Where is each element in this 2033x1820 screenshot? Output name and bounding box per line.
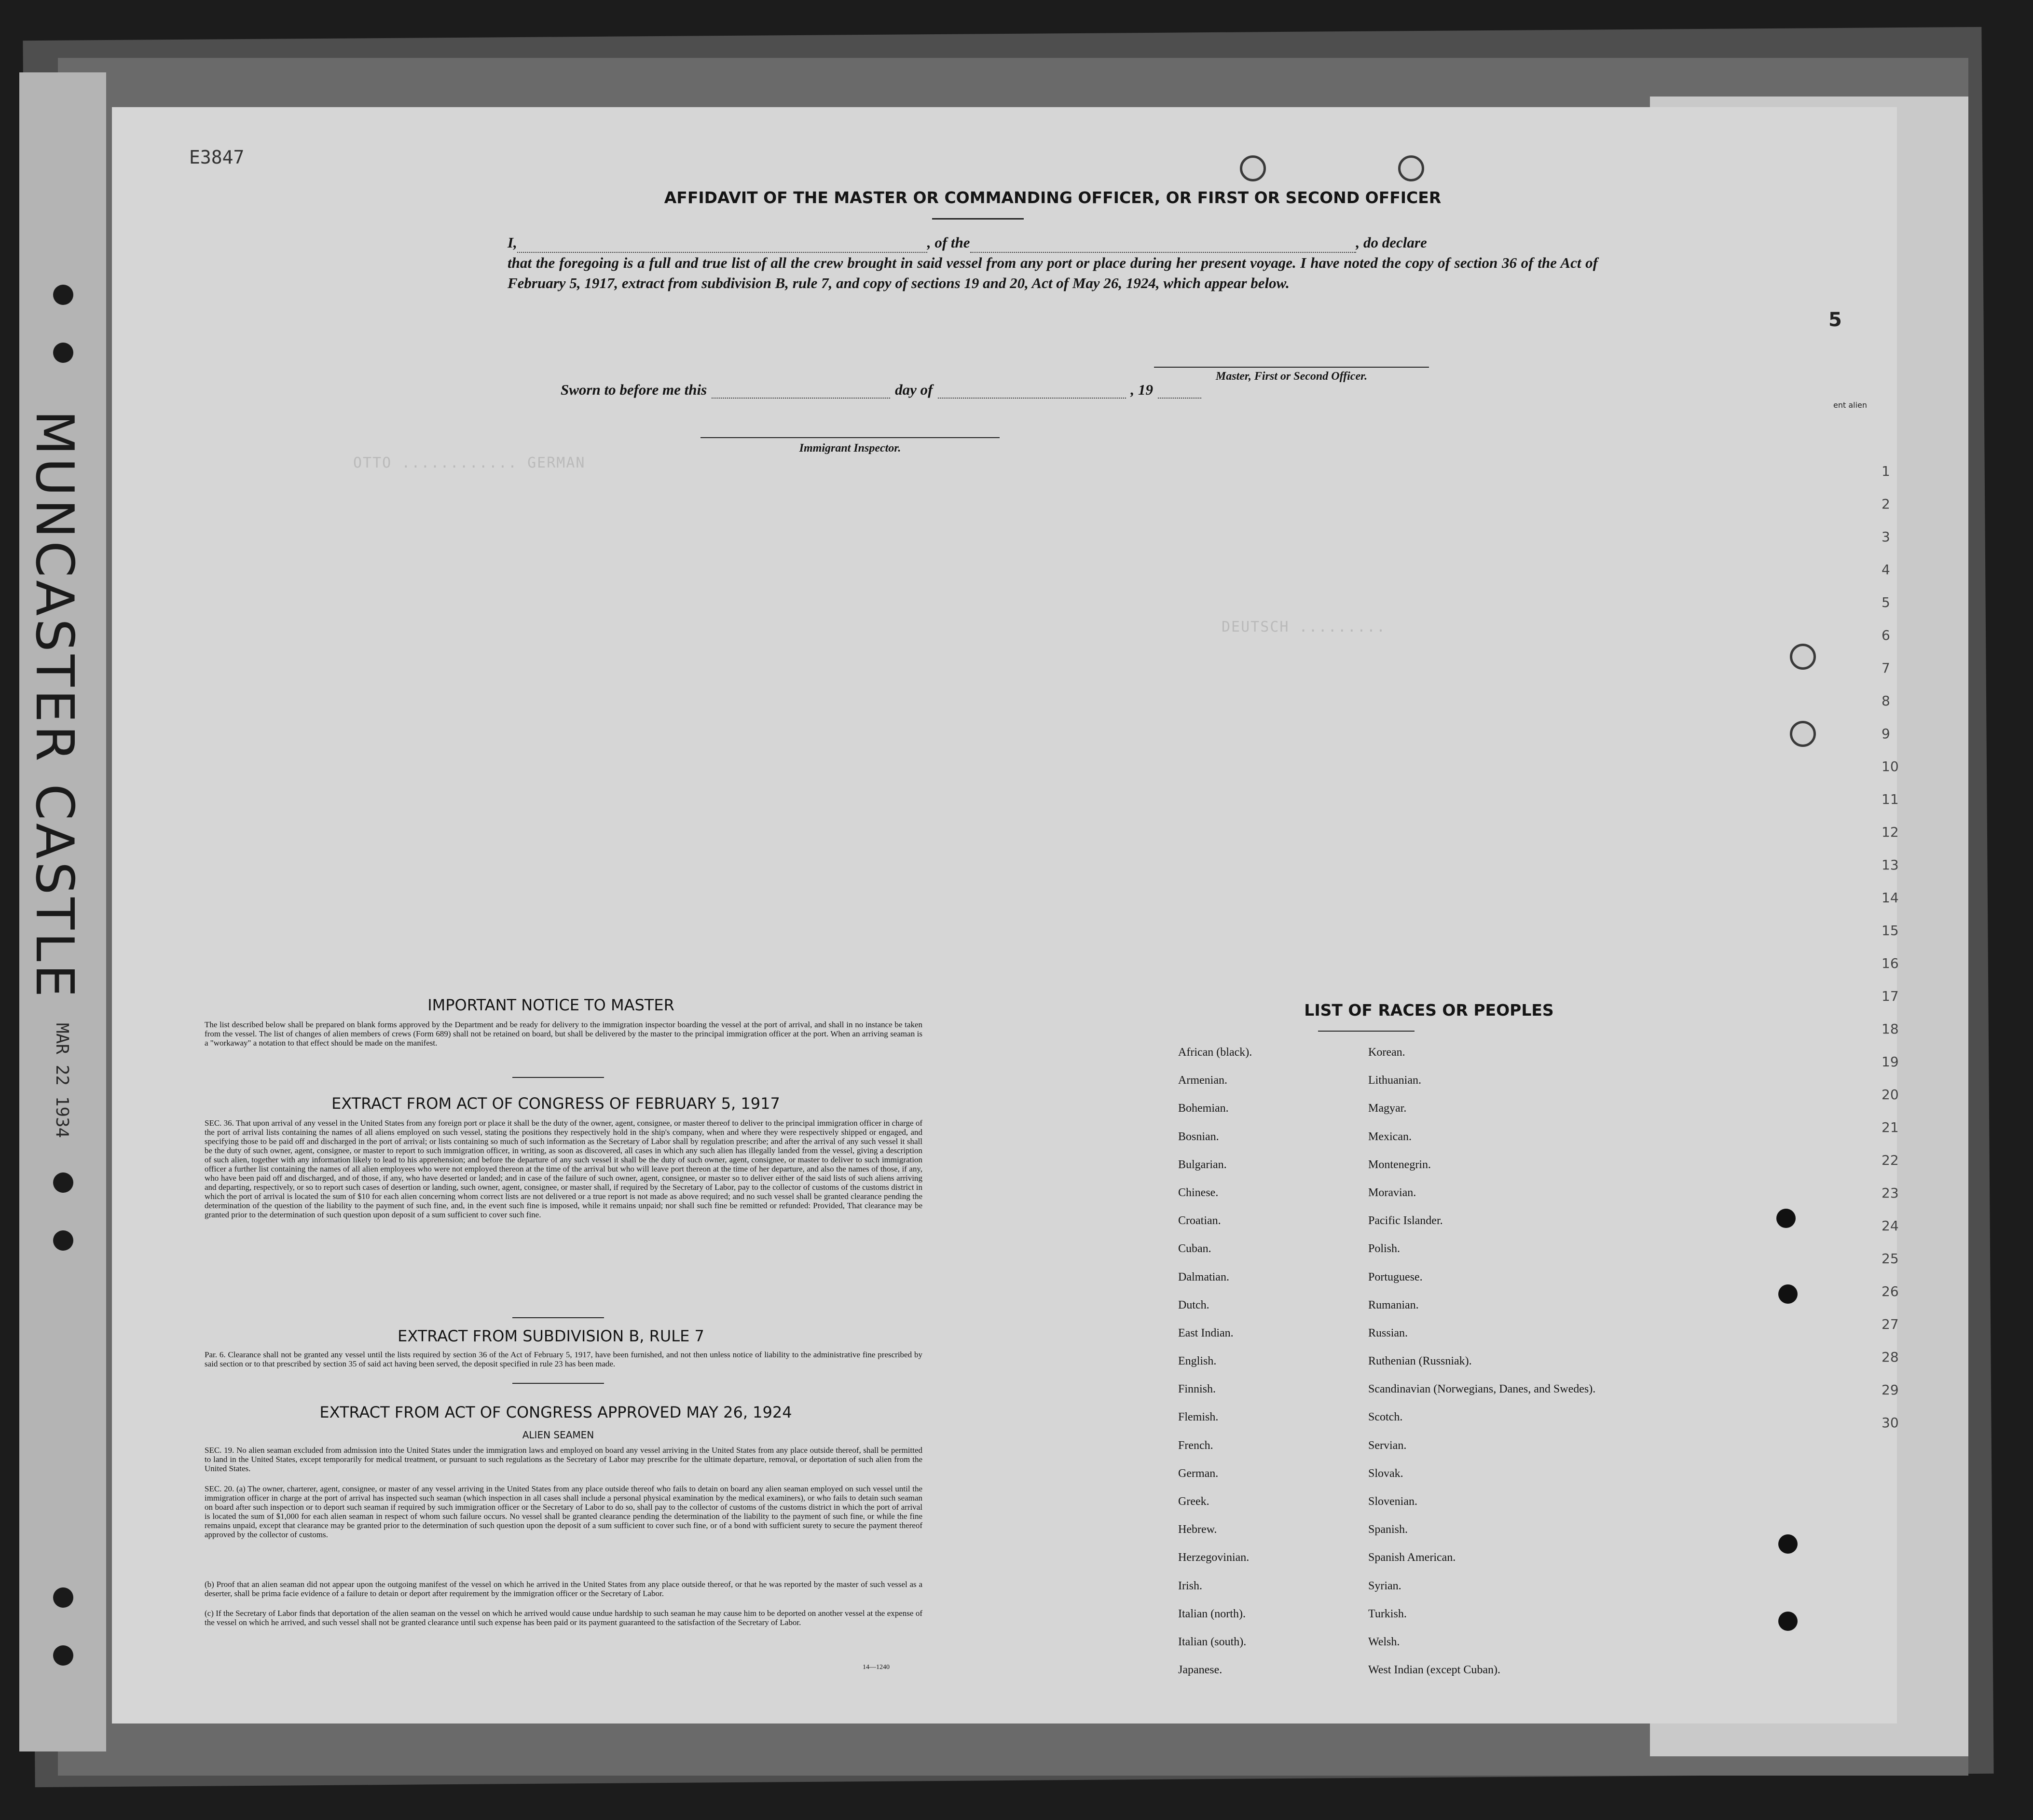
race-item: Dalmatian.: [1178, 1270, 1229, 1283]
row-number: 2: [1882, 496, 1890, 512]
punch-hole: [1778, 1284, 1798, 1304]
sworn-prefix: Sworn to before me this: [561, 381, 707, 398]
punch-hole: [53, 1587, 73, 1608]
act-1924-title: EXTRACT FROM ACT OF CONGRESS APPROVED MAY 26, 1924: [319, 1403, 792, 1421]
race-item: Spanish.: [1368, 1523, 1408, 1536]
race-item: Rumanian.: [1368, 1298, 1419, 1311]
row-number: 7: [1882, 660, 1890, 676]
race-item: Servian.: [1368, 1439, 1407, 1452]
race-item: Cuban.: [1178, 1242, 1211, 1255]
act-1917-body: SEC. 36. That upon arrival of any vessel in the United States from any foreign port or place it shall be the duty of the owner, agent, consignee, or master thereof to deliver to the principal immigration officer in charge of the port of arrival lists containing the names of all aliens employed on such vessel, stating the positions they respectively hold in the ship's company, when and where they were respectively shipped or engaged, and specifying those to be paid off and discharged in the port of arrival; or lists containing so much of such information as the Secretary of Labor shall by regulation prescribe; and after the arrival of any such vessel it shall be the duty of such owner, agent, consignee, or master to report to such immigration officer, in writing, as soon as discovered, all cases in which any such alien has illegally landed from the vessel, giving a description of such alien, together with any information likely to lead to his apprehension; and before the departure of any such vessel it shall be the duty of such owner, agent, consignee, or master to deliver to such immigration officer a further list containing the names of all alien employees who were not employed thereon at the time of the arrival but who will leave port thereon at the time of her departure, and also the names of those, if any, who have been paid off and discharged, and of those, if any, who have deserted or landed; and in case of the failure of such owner, agent, consignee, or master so to deliver either of the said lists of such aliens arriving and departing, respectively, or so to report such cases of desertion or landing, such owner, agent, consignee, or master shall, if required by the Secretary of Labor, pay to the collector of customs of the customs district in which the port of arrival is located the sum of $10 for each alien concerning whom correct lists are not delivered or a true report is not made as above required; and no such vessel shall be granted clearance pending the determination of the question of the liability to the payment of such fine, and, in the event such fine is imposed, while it remains unpaid; nor shall such fine be remitted or refunded: Provided, That clearance may be granted prior to the determination of such question upon deposit of a sum sufficient to cover such fine.: [205, 1118, 922, 1219]
rule7-title: EXTRACT FROM SUBDIVISION B, RULE 7: [398, 1327, 704, 1345]
form-number: 14—1240: [863, 1664, 890, 1671]
race-item: Syrian.: [1368, 1579, 1401, 1592]
race-item: Armenian.: [1178, 1074, 1227, 1087]
row-number: 12: [1882, 824, 1899, 840]
race-item: Flemish.: [1178, 1411, 1219, 1424]
divider: [1318, 1031, 1415, 1032]
race-item: Ruthenian (Russniak).: [1368, 1355, 1472, 1368]
inspector-label: Immigrant Inspector.: [799, 442, 901, 455]
divider: [512, 1383, 604, 1384]
punch-hole: [1240, 155, 1266, 181]
row-number: 3: [1882, 529, 1890, 545]
row-number: 29: [1882, 1382, 1899, 1398]
sec20a-text: SEC. 20. (a) The owner, charterer, agent, consignee, or master of any vessel arriving in the United States from any place outside thereof who fails to detain on board any alien seaman employed on such vessel until the immigration officer in charge at the port of arrival has inspected such seaman (which inspection in all cases shall include a personal physical examination by the medical examiners), or who fails to detain such seaman on board after such inspection or to deport such seaman if required by such immigration officer or the Secretary of Labor to do so, shall pay to the collector of customs of the customs district in which the port of arrival is located the sum of $1,000 for each alien seaman in respect of whom such failure occurs. No vessel shall be granted clearance pending the determination of the liability to the payment of such fine, or while the fine remains unpaid, except that clearance may be granted prior to the determination of such question upon the deposit of a sum sufficient to cover such fine, or of a bond with sufficient surety to secure the payment thereof approved by the collector of customs.: [205, 1484, 922, 1539]
race-item: Dutch.: [1178, 1298, 1209, 1311]
sec20c-text: (c) If the Secretary of Labor finds that deportation of the alien seaman on the vessel on which he arrived would cause undue hardship to such seaman he may cause him to be deported on another vessel at the expense of the vessel on which he arrived, and such vessel shall not be granted clearance until such expense has been paid or its payment guaranteed to the satisfaction of the Secretary of Labor.: [205, 1609, 922, 1627]
race-item: Russian.: [1368, 1326, 1408, 1339]
race-item: Herzegovinian.: [1178, 1551, 1250, 1564]
sec19-text: SEC. 19. No alien seaman excluded from admission into the United States under the immigration laws and employed on board any vessel arriving in the United States from any place outside thereof, shall be permitted to land in the United States, except temporarily for medical treatment, or pursuant to such regulations as the Secretary of Labor may prescribe for the ultimate departure, removal, or deportation of such alien from the United States.: [205, 1446, 922, 1473]
row-number: 8: [1882, 693, 1890, 709]
date-stamp: MAR 22 1934: [52, 1023, 72, 1138]
row-number: 20: [1882, 1087, 1899, 1103]
race-item: Magyar.: [1368, 1102, 1407, 1115]
race-item: Montenegrin.: [1368, 1158, 1431, 1171]
vessel-blank[interactable]: [970, 237, 1356, 253]
row-number: 19: [1882, 1054, 1899, 1070]
row-number: 1: [1882, 463, 1890, 479]
row-number: 24: [1882, 1218, 1899, 1234]
row-number: 28: [1882, 1349, 1899, 1365]
races-title: LIST OF RACES OR PEOPLES: [1304, 1001, 1554, 1020]
race-item: Japanese.: [1178, 1664, 1223, 1677]
row-number: 10: [1882, 758, 1899, 774]
row-number: 4: [1882, 562, 1890, 578]
race-item: Italian (south).: [1178, 1635, 1247, 1648]
row-number: 6: [1882, 627, 1890, 643]
race-item: French.: [1178, 1439, 1213, 1452]
race-item: Slovenian.: [1368, 1495, 1417, 1508]
lead-i: I,: [508, 234, 517, 251]
race-item: Chinese.: [1178, 1186, 1219, 1199]
divider: [932, 218, 1024, 220]
act-1917-title: EXTRACT FROM ACT OF CONGRESS OF FEBRUARY 5, 1917: [331, 1094, 780, 1113]
row-number: 15: [1882, 923, 1899, 938]
row-number: 17: [1882, 988, 1899, 1004]
punch-hole: [1778, 1534, 1798, 1554]
corner-code: E3847: [189, 147, 245, 168]
race-item: Lithuanian.: [1368, 1074, 1421, 1087]
divider: [512, 1317, 604, 1318]
signature-line[interactable]: [1154, 367, 1429, 368]
master-label: Master, First or Second Officer.: [1215, 370, 1368, 383]
day-blank[interactable]: [712, 383, 890, 399]
row-number: 22: [1882, 1152, 1899, 1168]
race-item: Greek.: [1178, 1495, 1209, 1508]
notice-title: IMPORTANT NOTICE TO MASTER: [427, 996, 674, 1014]
race-item: Turkish.: [1368, 1607, 1407, 1620]
race-item: Croatian.: [1178, 1214, 1221, 1227]
row-number: 25: [1882, 1251, 1899, 1267]
row-number: 14: [1882, 890, 1899, 906]
race-item: English.: [1178, 1355, 1217, 1368]
punch-hole: [53, 285, 73, 305]
name-blank[interactable]: [517, 237, 927, 253]
race-item: Mexican.: [1368, 1130, 1412, 1143]
bleed-through-text: OTTO ............ GERMAN: [353, 455, 586, 471]
race-item: Bulgarian.: [1178, 1158, 1227, 1171]
race-item: Bohemian.: [1178, 1102, 1229, 1115]
race-item: German.: [1178, 1467, 1219, 1480]
affidavit-body: [508, 233, 1598, 293]
row-number: 11: [1882, 791, 1899, 807]
race-item: Spanish American.: [1368, 1551, 1456, 1564]
punch-hole: [53, 343, 73, 363]
affidavit-declaration: that the foregoing is a full and true list of all the crew brought in said vessel from any port or place during her present voyage. I have noted the copy of section 36 of the Act of February 5, 1917, extract from subdivision B, rule 7, and copy of sections 19 and 20, Act of May 26, 1924, which appear below.: [508, 254, 1598, 291]
inspector-signature-line[interactable]: [701, 437, 1000, 438]
row-number: 9: [1882, 726, 1890, 742]
month-blank[interactable]: [938, 383, 1126, 399]
notice-body: The list described below shall be prepared on blank forms approved by the Department and be ready for delivery to the immigration inspector boarding the vessel at the port of arrival, and shall in no instance be taken from the vessel. The list of changes of alien members of crews (Form 689) shall not be retained on board, but shall be delivered by the master to the principal immigration officer at the port. When an arriving seaman is a "workaway" a notation to that effect should be made on the manifest.: [205, 1020, 922, 1048]
punch-hole: [1790, 721, 1816, 747]
row-number: 18: [1882, 1021, 1899, 1037]
divider: [512, 1077, 604, 1078]
race-item: Irish.: [1178, 1579, 1202, 1592]
underlying-alien-note: ent alien: [1833, 400, 1868, 410]
of-the-text: , of the: [927, 234, 970, 251]
row-number: 30: [1882, 1415, 1899, 1431]
row-number: 13: [1882, 857, 1899, 873]
row-number: 16: [1882, 955, 1899, 971]
year-prefix: , 19: [1130, 381, 1153, 398]
alien-seamen-subtitle: ALIEN SEAMEN: [522, 1429, 594, 1441]
race-item: Slovak.: [1368, 1467, 1403, 1480]
race-item: Scandinavian (Norwegians, Danes, and Swedes).: [1368, 1383, 1596, 1396]
punch-hole: [53, 1645, 73, 1666]
race-item: Portuguese.: [1368, 1270, 1423, 1283]
race-item: Polish.: [1368, 1242, 1401, 1255]
race-item: Korean.: [1368, 1046, 1405, 1059]
punch-hole: [53, 1230, 73, 1251]
day-of-text: day of: [895, 381, 933, 398]
punch-hole: [1778, 1612, 1798, 1631]
punch-hole: [1790, 644, 1816, 670]
ship-name: MUNCASTER CASTLE: [24, 410, 84, 1000]
race-item: Welsh.: [1368, 1635, 1400, 1648]
sec20b-text: (b) Proof that an alien seaman did not appear upon the outgoing manifest of the vessel on which he arrived in the United States from any place outside thereof, or that he was reported by the master of such vessel as a deserter, shall be prima facie evidence of a failure to detain or deport after requirement by the immigration officer or the Secretary of Labor.: [205, 1580, 922, 1598]
affidavit-title: AFFIDAVIT OF THE MASTER OR COMMANDING OFFICER, OR FIRST OR SECOND OFFICER: [664, 188, 1442, 207]
row-number: 26: [1882, 1283, 1899, 1299]
row-number: 5: [1882, 594, 1890, 610]
do-declare-text: , do declare: [1356, 234, 1427, 251]
races-column-2: [1368, 1046, 1638, 1692]
row-number: 27: [1882, 1316, 1899, 1332]
race-item: East Indian.: [1178, 1326, 1234, 1339]
punch-hole: [1398, 155, 1424, 181]
affidavit-page: [112, 107, 1897, 1723]
year-blank[interactable]: [1158, 383, 1201, 399]
race-item: African (black).: [1178, 1046, 1252, 1059]
race-item: Hebrew.: [1178, 1523, 1217, 1536]
punch-hole: [1776, 1209, 1796, 1228]
row-number: 23: [1882, 1185, 1899, 1201]
punch-hole: [53, 1172, 73, 1193]
race-item: Moravian.: [1368, 1186, 1416, 1199]
bleed-through-text: DEUTSCH .........: [1222, 619, 1387, 635]
sworn-line: [561, 381, 1201, 399]
underlying-page-number: 5: [1828, 309, 1842, 331]
row-number: 21: [1882, 1119, 1899, 1135]
race-item: Italian (north).: [1178, 1607, 1246, 1620]
race-item: Scotch.: [1368, 1411, 1403, 1424]
race-item: West Indian (except Cuban).: [1368, 1664, 1500, 1677]
race-item: Bosnian.: [1178, 1130, 1219, 1143]
race-item: Finnish.: [1178, 1383, 1216, 1396]
rule7-body: Par. 6. Clearance shall not be granted any vessel until the lists required by section 36 of the Act of February 5, 1917, have been furnished, and not then unless notice of liability to the administrative fine prescribed by said section or to that prescribed by section 35 of said act having been served, the deposit specified in rule 23 has been made.: [205, 1350, 922, 1368]
race-item: Pacific Islander.: [1368, 1214, 1443, 1227]
